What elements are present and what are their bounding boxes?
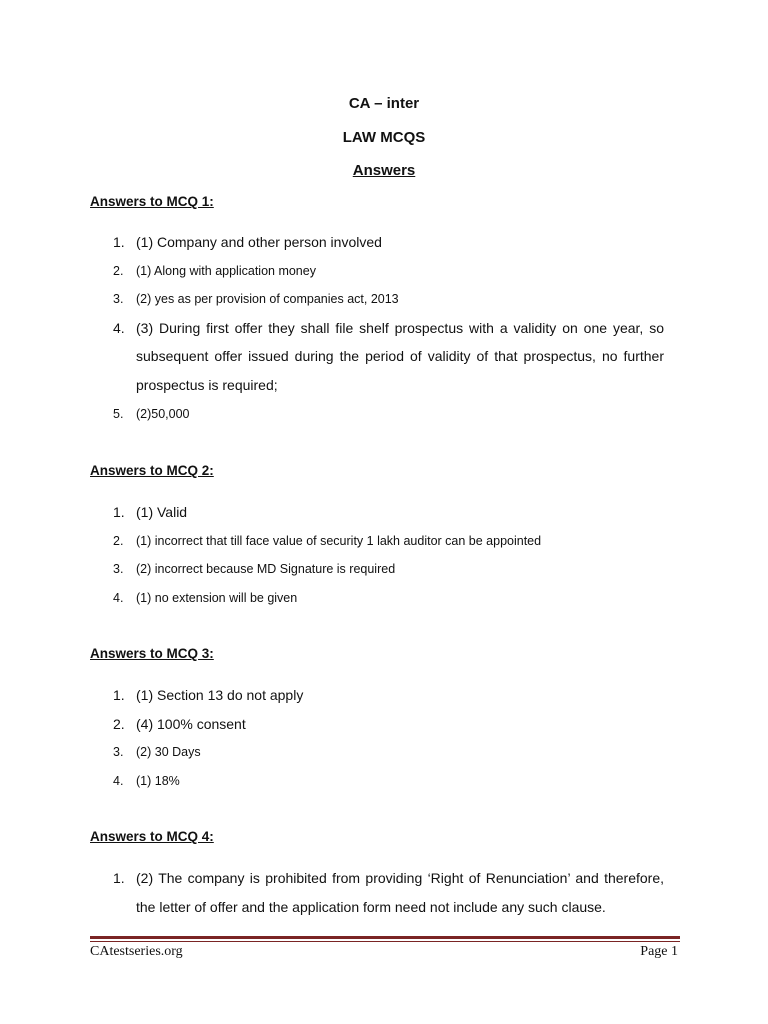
footer-page-number: Page 1 xyxy=(640,944,678,959)
list-item xyxy=(108,527,664,556)
list-item xyxy=(108,314,664,400)
item-number: 3. xyxy=(113,745,124,760)
list-item xyxy=(108,864,664,921)
footer-divider xyxy=(90,936,680,939)
answer-list-mcq-1 xyxy=(108,228,664,428)
section-heading-mcq-3: Answers to MCQ 3: xyxy=(90,646,214,661)
answers-heading: Answers xyxy=(352,162,416,179)
item-text: (2) yes as per provision of companies act, 2013 xyxy=(136,292,399,307)
item-number: 2. xyxy=(113,533,124,548)
list-item xyxy=(108,285,664,314)
item-number: 1. xyxy=(113,504,125,520)
list-item xyxy=(108,681,664,710)
list-item xyxy=(108,228,664,257)
item-text: (2) 30 Days xyxy=(136,745,201,760)
answer-list-mcq-4 xyxy=(108,864,664,921)
section-heading-mcq-1: Answers to MCQ 1: xyxy=(90,194,214,209)
list-item xyxy=(108,555,664,584)
item-text: (2) The company is prohibited from providing ‘Right of Renunciation’ and therefore, the letter of offer and the application form need not include any such clause. xyxy=(136,870,664,915)
list-item xyxy=(108,767,664,796)
item-text: (2)50,000 xyxy=(136,406,190,421)
item-text: (1) Section 13 do not apply xyxy=(136,687,304,703)
list-item xyxy=(108,257,664,286)
item-number: 3. xyxy=(113,562,124,577)
list-item xyxy=(108,498,664,527)
item-number: 2. xyxy=(113,263,124,278)
item-text: (1) no extension will be given xyxy=(136,590,298,605)
item-text: (1) incorrect that till face value of security 1 lakh auditor can be appointed xyxy=(136,533,542,548)
item-number: 4. xyxy=(113,319,125,336)
item-number: 1. xyxy=(113,870,125,886)
item-text: (1) Along with application money xyxy=(136,263,316,278)
item-text: (1) Company and other person involved xyxy=(136,234,382,250)
item-text: (1) Valid xyxy=(136,504,188,520)
item-text: (3) During first offer they shall file shelf prospectus with a validity on one year, so subsequent offer issued during the period of validity of that prospectus, no further prospectus is required; xyxy=(136,319,664,393)
item-number: 5. xyxy=(113,406,124,421)
item-number: 1. xyxy=(113,687,125,703)
subject-title: LAW MCQS xyxy=(342,129,426,146)
section-heading-mcq-2: Answers to MCQ 2: xyxy=(90,463,214,478)
item-number: 4. xyxy=(113,773,124,788)
answer-list-mcq-3 xyxy=(108,681,664,795)
section-heading-mcq-4: Answers to MCQ 4: xyxy=(90,829,214,844)
list-item xyxy=(108,400,664,429)
item-text: (4) 100% consent xyxy=(136,715,246,732)
item-number: 3. xyxy=(113,292,124,307)
item-number: 2. xyxy=(113,715,125,732)
item-number: 4. xyxy=(113,590,124,605)
footer-site: CAtestseries.org xyxy=(90,944,183,959)
list-item xyxy=(108,584,664,613)
footer-divider-thin xyxy=(90,941,680,942)
course-title: CA – inter xyxy=(348,95,420,112)
item-text: (2) incorrect because MD Signature is required xyxy=(136,562,396,577)
list-item xyxy=(108,738,664,767)
item-text: (1) 18% xyxy=(136,773,180,788)
answer-list-mcq-2 xyxy=(108,498,664,612)
list-item xyxy=(108,710,664,739)
item-number: 1. xyxy=(113,234,125,250)
